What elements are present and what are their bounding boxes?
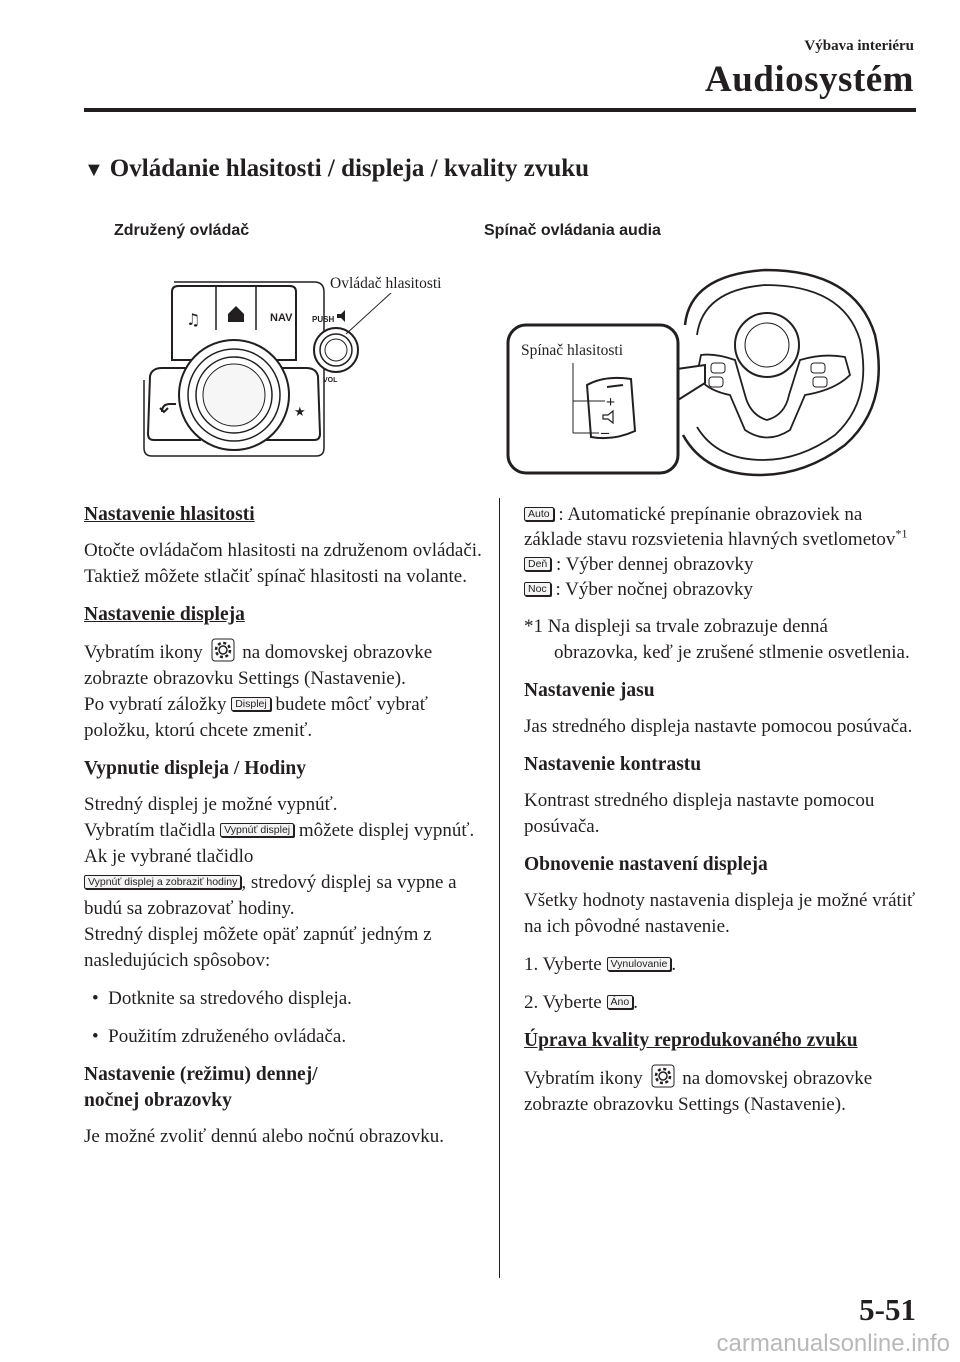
text: : Automatické prepínanie obrazoviek na základe stavu rozsvietenia hlavných svetlometov bbox=[524, 504, 896, 550]
para-sound bbox=[524, 1064, 916, 1118]
text: Vybratím tlačidla bbox=[84, 820, 216, 841]
settings-gear-icon bbox=[651, 1064, 675, 1088]
heading-reset: Obnovenie nastavení displeja bbox=[524, 854, 768, 875]
para-day-night: Je možné zvoliť dennú alebo nočnú obrazovku. bbox=[84, 1126, 445, 1147]
chip-ano: Áno bbox=[607, 995, 634, 1009]
chip-vypnut-displej: Vypnúť displej bbox=[220, 823, 294, 837]
para-display-1 bbox=[84, 638, 484, 744]
text: na domovskej obrazovke zobrazte obrazovku Settings (Nastavenie). bbox=[84, 642, 433, 689]
heading-display: Nastavenie displeja bbox=[84, 604, 245, 625]
step-1: 1. Vyberte Vynulovanie . bbox=[524, 954, 677, 975]
push-label: PUSH bbox=[312, 315, 335, 324]
text: 2. Vyberte bbox=[524, 992, 602, 1013]
figure-right-title: Spínač ovládania audia bbox=[484, 222, 661, 239]
header-rule bbox=[84, 108, 916, 112]
steering-wheel-illustration bbox=[505, 255, 885, 480]
header-section: Výbava interiéru bbox=[804, 38, 914, 54]
page-number: 5-51 bbox=[859, 1292, 916, 1327]
text: nočnej obrazovky bbox=[84, 1090, 232, 1111]
left-column bbox=[84, 502, 484, 1162]
svg-text:★: ★ bbox=[294, 404, 306, 419]
figure-left-title: Združený ovládač bbox=[114, 222, 250, 239]
text: Vybratím ikony bbox=[84, 642, 203, 663]
para-contrast: Kontrast stredného displeja nastavte pomocou posúvača. bbox=[524, 790, 875, 837]
svg-text:–: – bbox=[601, 424, 609, 441]
heading-sound-quality: Úprava kvality reprodukovaného zvuku bbox=[524, 1030, 858, 1051]
text: 1. Vyberte bbox=[524, 954, 602, 975]
text: Nastavenie (režimu) dennej/ bbox=[84, 1064, 318, 1085]
bullet-item: • Dotknite sa stredového displeja. bbox=[92, 988, 352, 1009]
column-divider bbox=[499, 498, 500, 1278]
text: : Výber dennej obrazovky bbox=[556, 554, 754, 575]
heading-volume: Nastavenie hlasitosti bbox=[84, 504, 255, 525]
svg-text:♫: ♫ bbox=[186, 310, 201, 329]
chip-vypnut-displej-hodiny: Vypnúť displej a zobraziť hodiny bbox=[84, 875, 241, 889]
para-reset: Všetky hodnoty nastavenia displeja je možné vrátiť na ich pôvodné nastavenie. bbox=[524, 890, 916, 937]
chip-vynulovanie: Vynulovanie bbox=[607, 957, 672, 971]
text: : Výber nočnej obrazovky bbox=[555, 579, 753, 600]
para-off bbox=[84, 792, 484, 974]
section-title bbox=[84, 155, 589, 183]
bullet-text: Dotknite sa stredového displeja. bbox=[108, 988, 352, 1009]
bullet-item: • Použitím združeného ovládača. bbox=[92, 1026, 347, 1047]
text: Ak je vybrané tlačidlo bbox=[84, 846, 254, 867]
svg-text:+: + bbox=[606, 394, 616, 411]
footnote-mark: *1 bbox=[895, 526, 908, 541]
text: budete môcť vybrať položku, ktorú chcete zmeniť. bbox=[84, 694, 428, 741]
heading-contrast: Nastavenie kontrastu bbox=[524, 754, 702, 775]
chip-noc: Noc bbox=[524, 582, 551, 596]
step-2: 2. Vyberte Áno . bbox=[524, 992, 638, 1013]
triangle-down-icon: ▼ bbox=[84, 159, 104, 181]
text: Vybratím ikony bbox=[524, 1068, 643, 1089]
watermark: carmanualsonline.info bbox=[716, 1330, 950, 1357]
vol-label: VOL bbox=[323, 377, 338, 384]
text: Stredný displej je možné vypnúť. bbox=[84, 794, 338, 815]
volume-dial-callout: Ovládač hlasitosti bbox=[330, 275, 442, 292]
text: na domovskej obrazovke zobrazte obrazovku Settings (Nastavenie). bbox=[524, 1068, 873, 1115]
settings-gear-icon bbox=[211, 638, 235, 662]
option-list bbox=[524, 502, 916, 602]
chip-den: Deň bbox=[524, 557, 551, 571]
heading-brightness: Nastavenie jasu bbox=[524, 680, 655, 701]
text: Po vybratí záložky bbox=[84, 694, 227, 715]
bullet-text: Použitím združeného ovládača. bbox=[108, 1026, 347, 1047]
nav-label: NAV bbox=[270, 312, 293, 324]
text: Stredný displej môžete opäť zapnúť jedným z nasledujúcich spôsobov: bbox=[84, 924, 432, 971]
text: , stredový displej sa vypne a budú sa zobrazovať hodiny. bbox=[84, 872, 457, 919]
right-column bbox=[524, 502, 916, 1130]
footnote: *1 Na displeji sa trvale zobrazuje denná obrazovka, keď je zrušené stlmenie osvetlenia. bbox=[524, 616, 910, 663]
heading-display-off: Vypnutie displeja / Hodiny bbox=[84, 758, 306, 779]
section-title-text: Ovládanie hlasitosti / displeja / kvality zvuku bbox=[109, 155, 590, 182]
para-brightness: Jas stredného displeja nastavte pomocou posúvača. bbox=[524, 716, 913, 737]
para-volume: Otočte ovládačom hlasitosti na združenom ovládači. Taktiež môžete stlačiť spínač hlasitosti na volante. bbox=[84, 540, 482, 587]
heading-day-night bbox=[84, 1062, 484, 1114]
chip-auto: Auto bbox=[524, 507, 554, 521]
chip-displej: Displej bbox=[231, 697, 271, 711]
header-chapter: Audiosystém bbox=[704, 59, 914, 100]
text: môžete displej vypnúť. bbox=[298, 820, 475, 841]
volume-switch-callout: Spínač hlasitosti bbox=[521, 342, 624, 359]
commander-control-illustration bbox=[140, 270, 480, 470]
